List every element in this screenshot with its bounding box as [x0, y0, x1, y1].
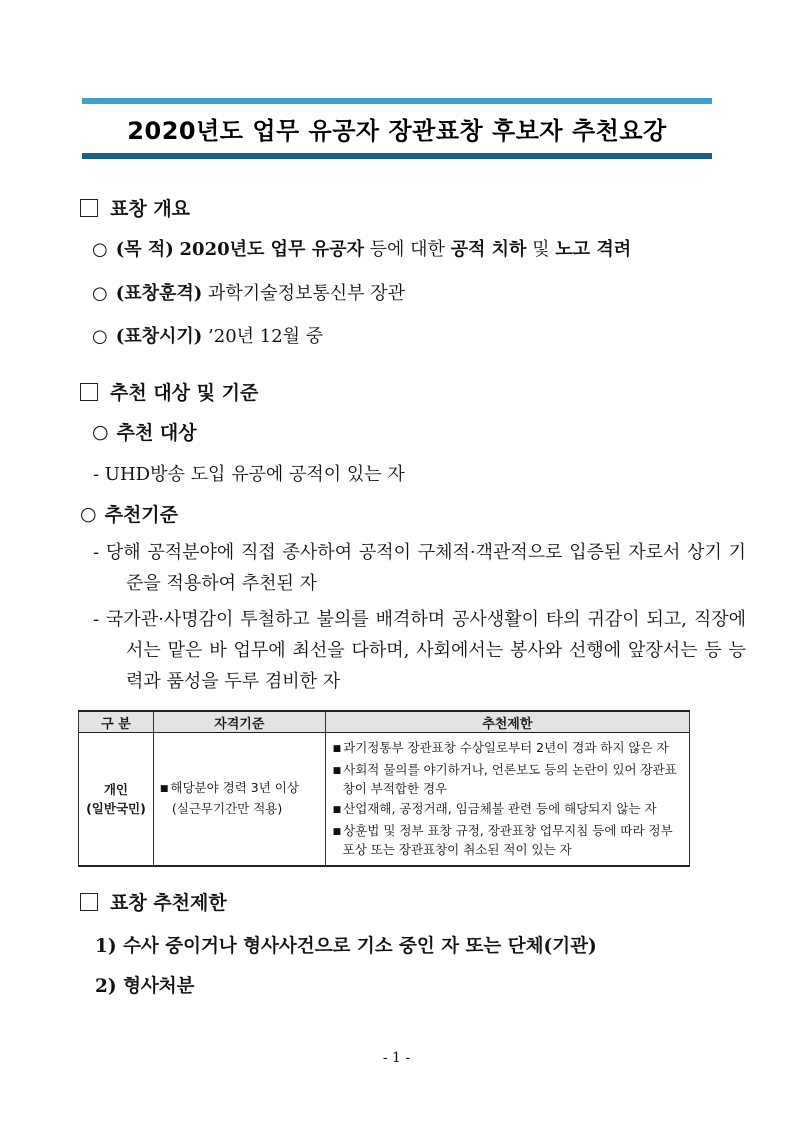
- square-bullet-icon: ■: [332, 766, 342, 777]
- target-subheading-text: 추천 대상: [116, 422, 197, 444]
- section-heading-text: 추천 대상 및 기준: [110, 382, 259, 404]
- purpose-text-4: 및: [526, 239, 556, 260]
- table-cell-category: [79, 733, 154, 866]
- qualification-line-1: ■ 해당분야 경력 3년 이상: [159, 780, 299, 796]
- section-heading-restriction: [80, 888, 227, 915]
- time-value: ’20년 12월 중: [202, 326, 324, 347]
- rank-label: (표창훈격): [115, 283, 203, 304]
- criteria-table: [78, 710, 690, 867]
- section-heading-text: 표창 개요: [110, 198, 191, 220]
- criteria-item-1: - 당해 공적분야에 직접 종사하여 공적이 구체적·객관적으로 입증된 자로서 상기 기준을 적용하여 추천된 자: [93, 542, 746, 594]
- overview-time: [92, 322, 323, 348]
- overview-purpose: [92, 235, 631, 261]
- list-item: ■ 상훈법 및 정부 표창 규정, 장관표창 업무지침 등에 따라 정부포상 또는 장관표창이 취소된 적이 있는 자: [332, 823, 673, 858]
- time-label: (표창시기): [115, 326, 203, 347]
- restriction-item-1: 1) 수사 중이거나 형사사건으로 기소 중인 자 또는 단체(기관): [95, 936, 597, 957]
- limits-list: [327, 735, 688, 862]
- criteria-subheading-text: 추천기준: [104, 504, 179, 526]
- criteria-item-2: - 국가관·사명감이 투철하고 불의를 배격하며 공사생활이 타의 귀감이 되고, 직장에서는 맡은 바 업무에 최선을 다하며, 사회에서는 봉사와 선행에 앞장서는 등 능력과 품성을 두루 겸비한 자: [93, 609, 746, 692]
- table-header-row: [79, 711, 690, 733]
- purpose-text-5: 노고 격려: [555, 239, 632, 260]
- qualification-line-2: (실근무기간만 적용): [171, 801, 283, 817]
- section-heading-overview: [80, 194, 190, 221]
- square-bullet-icon: ■: [332, 827, 342, 838]
- table-cell-qualification: [153, 733, 325, 866]
- circle-bullet-icon: ○: [92, 283, 108, 304]
- checkbox-square-icon: [80, 383, 98, 401]
- criteria-subheading: [80, 500, 178, 527]
- table-header-limits: 추천제한: [325, 711, 689, 733]
- purpose-text-1: 2020년도 업무 유공자: [179, 239, 364, 260]
- list-item: ■ 산업재해, 공정거래, 임금체불 관련 등에 해당되지 않는 자: [332, 801, 657, 817]
- table-header-category: 구 분: [79, 711, 154, 733]
- list-item: ■ 과기정통부 장관표창 수상일로부터 2년이 경과 하지 않은 자: [332, 740, 669, 756]
- purpose-text-2: 등에 대한: [363, 239, 451, 260]
- purpose-text-3: 공적 치하: [450, 239, 527, 260]
- category-line-1: 개인: [103, 781, 129, 797]
- checkbox-square-icon: [80, 893, 98, 911]
- target-item: - UHD방송 도입 유공에 공적이 있는 자: [93, 464, 405, 485]
- table-header-qualification: 자격기준: [153, 711, 325, 733]
- circle-bullet-icon: ○: [92, 420, 109, 443]
- restriction-item-2: 2) 형사처분: [95, 976, 195, 997]
- circle-bullet-icon: ○: [92, 239, 108, 260]
- purpose-label: (목 적): [115, 239, 174, 260]
- circle-bullet-icon: ○: [92, 326, 108, 347]
- page-number: - 1 -: [382, 1050, 411, 1066]
- page-title: 2020년도 업무 유공자 장관표창 후보자 추천요강: [127, 117, 667, 145]
- section-heading-target: [80, 378, 258, 405]
- circle-bullet-icon: ○: [80, 502, 97, 525]
- table-row: [79, 733, 690, 866]
- target-subheading: [92, 418, 197, 445]
- list-item: ■ 사회적 물의를 야기하거나, 언론보도 등의 논란이 있어 장관표창이 부적합한 경우: [332, 762, 677, 797]
- overview-rank: [92, 279, 405, 305]
- title-bar-bottom: [82, 153, 712, 159]
- rank-value: 과학기술정보통신부 장관: [202, 283, 406, 304]
- square-bullet-icon: ■: [159, 784, 169, 795]
- table-cell-limits: [325, 733, 689, 866]
- checkbox-square-icon: [80, 199, 98, 217]
- square-bullet-icon: ■: [332, 744, 342, 755]
- square-bullet-icon: ■: [332, 805, 342, 816]
- category-line-2: (일반국민): [86, 800, 146, 816]
- section-heading-text: 표창 추천제한: [110, 892, 227, 914]
